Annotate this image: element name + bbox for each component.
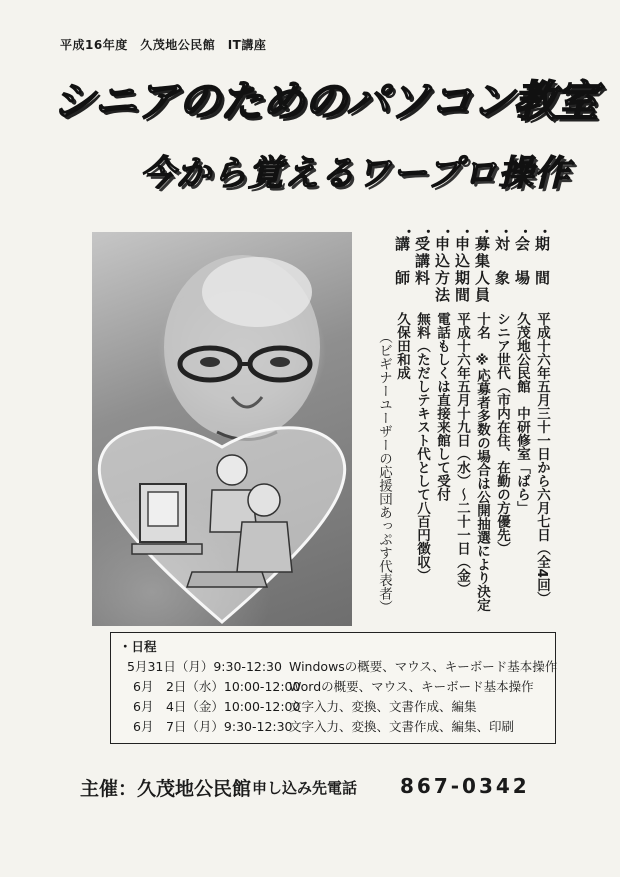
label-target: 対 象 <box>493 236 511 287</box>
schedule-date: 6月 2日（水）10:00-12:00 <box>133 679 301 694</box>
footer <box>80 774 530 801</box>
value-target: シニア世代（市内在住、在勤の方優先） <box>494 312 510 555</box>
value-capacity: 十名 ※応募者多数の場合は公開抽選により決定 <box>474 312 490 612</box>
schedule-box <box>110 632 556 744</box>
value-fee: 無料（ただしテキスト代として八百円徴収） <box>414 312 430 582</box>
schedule-content: 文字入力、変換、文書作成、編集 <box>289 699 477 714</box>
label-fee: 受講料 <box>413 236 431 287</box>
contact-label: 申し込み先電話 <box>252 779 358 797</box>
schedule-date: 5月31日（月）9:30-12:30 <box>127 659 282 674</box>
label-application-method: 申込方法 <box>433 236 451 304</box>
label-period: 期 間 <box>533 236 551 287</box>
schedule-content: 文字入力、変換、文書作成、編集、印刷 <box>289 719 515 734</box>
label-instructor: 講 師 <box>393 236 411 287</box>
label-application-period: 申込期間 <box>453 236 471 304</box>
label-capacity: 募集人員 <box>473 236 491 304</box>
value-application-period: 平成十六年五月十九日（水）～二十一日（金） <box>454 312 470 596</box>
schedule-date: 6月 4日（金）10:00-12:00 <box>133 699 301 714</box>
value-application-method: 電話もしくは直接来館して受付 <box>434 312 450 501</box>
senior-photo <box>92 232 352 626</box>
schedule-heading: ・日程 <box>119 639 157 654</box>
page-title: シニアのためのパソコン教室 <box>52 77 598 127</box>
label-dots: ・ ・ ・ ・ ・ ・ ・ ・ <box>402 225 552 241</box>
value-instructor: 久保田和成 <box>394 312 410 380</box>
phone-number: 867-0342 <box>400 774 530 798</box>
value-instructor-note: （ビギナーユーザーの応援団あっぷす代表者） <box>376 330 392 614</box>
schedule-content: Windowsの概要、マウス、キーボード基本操作 <box>289 659 558 674</box>
schedule-content: Wordの概要、マウス、キーボード基本操作 <box>289 679 534 694</box>
schedule-date: 6月 7日（月）9:30-12:30 <box>133 719 293 734</box>
value-venue: 久茂地公民館 中研修室「ばら」 <box>514 312 530 515</box>
value-period: 平成十六年五月三十一日から六月七日（全4回） <box>534 312 550 605</box>
organizer: 主催：久茂地公民館 <box>80 778 252 800</box>
page-subtitle: 今から覚えるワープロ操作 <box>140 154 571 194</box>
event-subheading: 平成16年度 久茂地公民館 IT講座 <box>60 38 267 52</box>
label-venue: 会 場 <box>513 236 531 287</box>
